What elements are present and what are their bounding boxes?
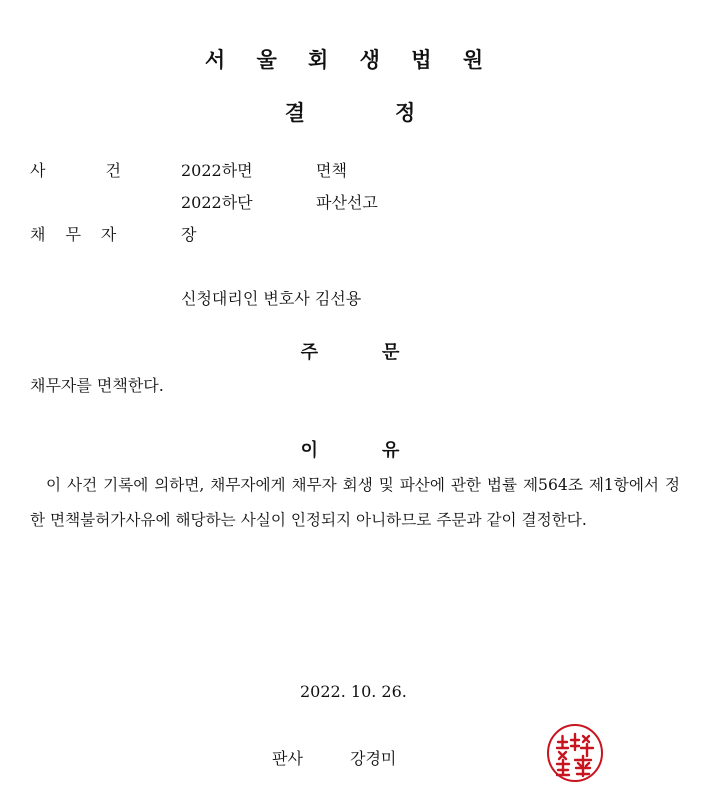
judge-name: 강경미 [350,749,397,768]
document-title [0,97,700,127]
case-type-1: 면책 [316,161,347,180]
case-label: 사건 [30,161,181,180]
case-number-2: 2022하단 [181,193,253,212]
reason-text: 이 사건 기록에 의하면, 채무자에게 채무자 회생 및 파산에 관한 법률 제564조 제1항에서 정한 면책불허가사유에 해당하는 사실이 인정되지 아니하므로 주문과 같이 결정한다. [30,476,680,529]
debtor-name: 장 [181,225,197,244]
reason-title-right: 유 [382,440,400,461]
judge-title: 판사 [272,749,303,768]
order-text: 채무자를 면책한다. [30,376,164,395]
order-title-right: 문 [382,342,400,363]
case-number-1: 2022하면 [181,161,253,180]
court-name: 서 울 회 생 법 원 [204,48,496,72]
document-title-right: 정 [395,101,416,125]
decision-date: 2022. 10. 26. [300,682,407,701]
order-title [0,338,700,364]
agent-line: 신청대리인 변호사 김선용 [181,289,362,308]
debtor-label: 채무자 [30,225,137,244]
reason-title [0,436,700,462]
reason-title-left: 이 [300,440,318,461]
document-title-left: 결 [284,101,305,125]
order-title-left: 주 [300,342,318,363]
judge-seal-icon [545,722,605,784]
case-type-2: 파산선고 [316,193,378,212]
